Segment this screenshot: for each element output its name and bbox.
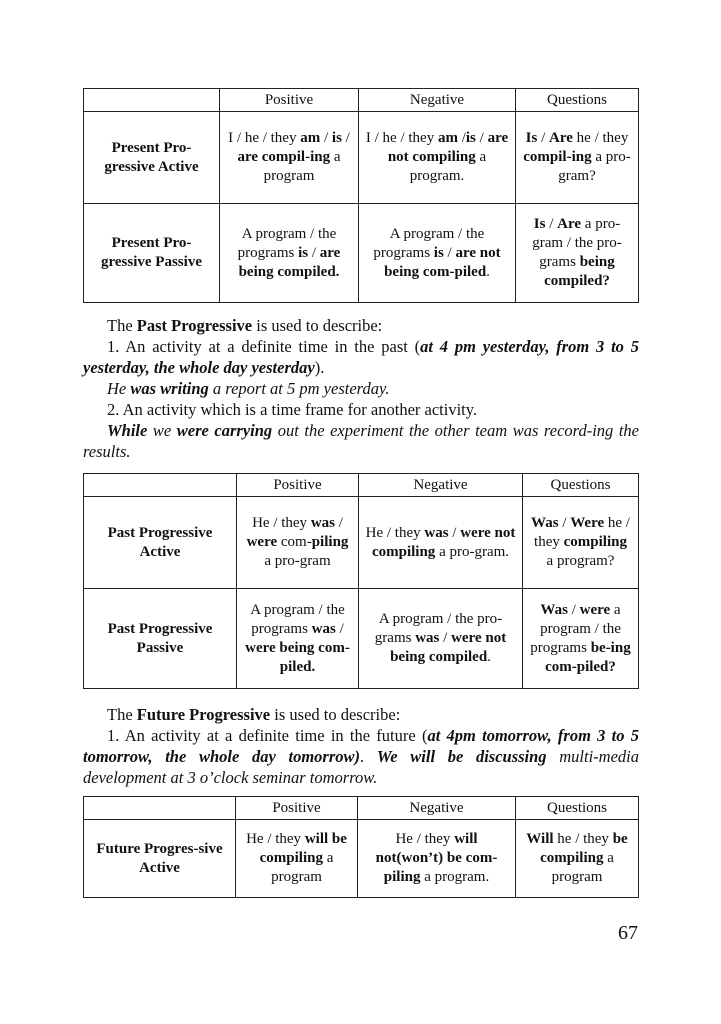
question-cell: Is / Are he / they compil-ing a pro-gram?	[516, 112, 639, 204]
header-negative: Negative	[359, 89, 516, 112]
question-cell: Will he / they be compiling a program	[516, 820, 639, 898]
header-negative: Negative	[358, 797, 516, 820]
header-positive: Positive	[237, 474, 359, 497]
question-cell: Is / Are a pro-gram / the pro-grams being compiled?	[516, 204, 639, 303]
table-header-row	[84, 89, 639, 112]
negative-cell: I / he / they am /is / are not compiling a program.	[359, 112, 516, 204]
past-progressive-text	[83, 315, 639, 462]
table-header-empty	[84, 797, 236, 820]
table-header-row	[84, 474, 639, 497]
header-questions: Questions	[523, 474, 639, 497]
negative-cell: He / they was / were not compiling a pro-gram.	[359, 497, 523, 589]
table-row	[84, 204, 639, 303]
row-label: Future Progres-sive Active	[84, 820, 236, 898]
table-row	[84, 820, 639, 898]
row-label: Past Progressive Passive	[84, 589, 237, 689]
positive-cell: A program / the programs was / were being com-piled.	[237, 589, 359, 689]
table-header-empty	[84, 89, 220, 112]
future-progressive-table	[83, 796, 639, 898]
header-negative: Negative	[359, 474, 523, 497]
present-progressive-table	[83, 88, 639, 303]
negative-cell: A program / the programs is / are not being com-piled.	[359, 204, 516, 303]
future-progressive-text	[83, 704, 639, 788]
future-item-1: 1. An activity at a definite time in the future (at 4pm tomorrow, from 3 to 5 tomorrow, the whole day tomorrow). We will be discussing multi-media development at 3 o’clock seminar tomorrow.	[83, 726, 639, 787]
header-positive: Positive	[220, 89, 359, 112]
past-item-2: 2. An activity which is a time frame for another activity.	[107, 400, 478, 419]
question-cell: Was / were a program / the programs be-ing com-piled?	[523, 589, 639, 689]
past-intro: The Past Progressive is used to describe:	[107, 316, 383, 335]
past-example-2: While we were carrying out the experiment the other team was record-ing the results.	[83, 421, 639, 461]
positive-cell: A program / the programs is / are being compiled.	[220, 204, 359, 303]
past-progressive-table	[83, 473, 639, 689]
table-row	[84, 589, 639, 689]
positive-cell: He / they will be compiling a program	[236, 820, 358, 898]
table-header-row	[84, 797, 639, 820]
negative-cell: He / they will not(won’t) be com-piling a program.	[358, 820, 516, 898]
row-label: Past Progressive Active	[84, 497, 237, 589]
positive-cell: He / they was / were com-piling a pro-gram	[237, 497, 359, 589]
table-header-empty	[84, 474, 237, 497]
row-label: Present Pro-gressive Active	[84, 112, 220, 204]
negative-cell: A program / the pro-grams was / were not being compiled.	[359, 589, 523, 689]
header-questions: Questions	[516, 89, 639, 112]
table-row	[84, 112, 639, 204]
past-example-1: He was writing a report at 5 pm yesterday.	[107, 379, 390, 398]
header-questions: Questions	[516, 797, 639, 820]
header-positive: Positive	[236, 797, 358, 820]
row-label: Present Pro-gressive Passive	[84, 204, 220, 303]
table-row	[84, 497, 639, 589]
positive-cell: I / he / they am / is / are compil-ing a program	[220, 112, 359, 204]
question-cell: Was / Were he / they compiling a program?	[523, 497, 639, 589]
page-number: 67	[618, 922, 638, 944]
future-intro: The Future Progressive is used to describe:	[107, 705, 401, 724]
past-item-1: 1. An activity at a definite time in the past (at 4 pm yesterday, from 3 to 5 yesterday, the whole day yesterday).	[83, 337, 639, 377]
